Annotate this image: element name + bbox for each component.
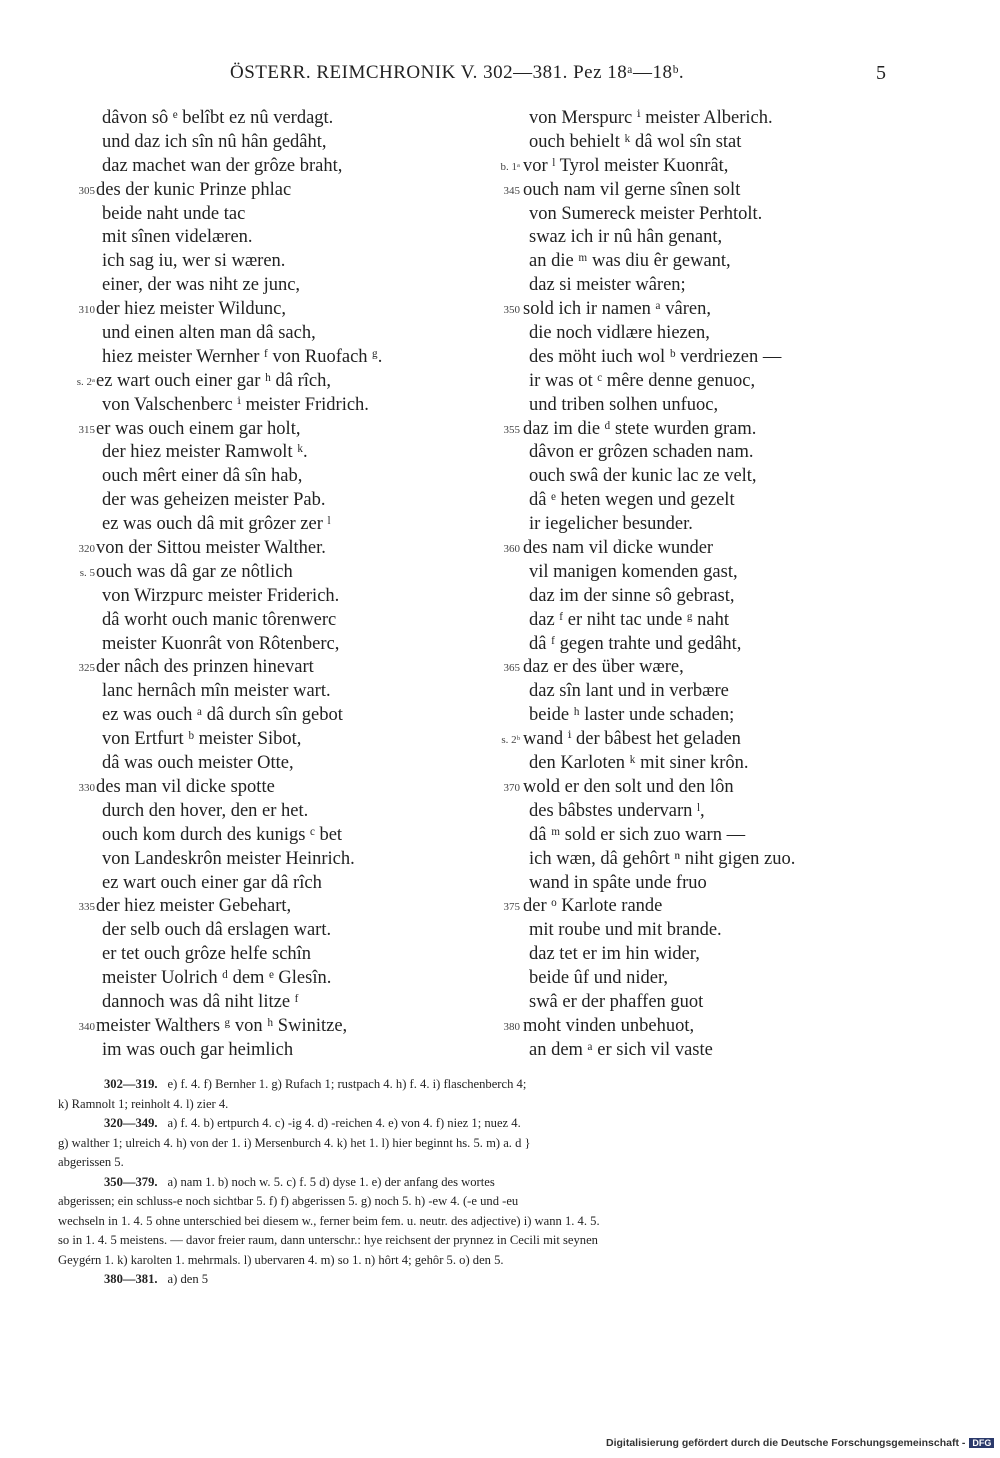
footnote-line: [58, 1231, 898, 1251]
verse-text: an die ᵐ was diu êr gewant,: [529, 251, 731, 272]
verse-line: [40, 226, 460, 250]
page-header: [0, 62, 1000, 92]
verse-text: daz tet er im hin wider,: [529, 944, 700, 965]
verse-text: wold er den solt und den lôn: [523, 776, 734, 797]
verse-line: [468, 561, 888, 585]
verse-text: meister Uolrich ᵈ dem ᵉ Glesîn.: [102, 968, 332, 989]
verse-text: von Merspurc ⁱ meister Alberich.: [529, 108, 773, 128]
verse-line: [468, 848, 888, 872]
verse-line: [468, 274, 888, 298]
verse-line: [468, 895, 888, 919]
verse-line: [40, 728, 460, 752]
verse-line: [468, 394, 888, 418]
verse-text: ez was ouch dâ mit grôzer zer ˡ: [102, 514, 331, 535]
verse-text: dannoch was dâ niht litze ᶠ: [102, 991, 299, 1012]
verse-text: vor ˡ Tyrol meister Kuonrât,: [523, 155, 729, 176]
line-number: 335: [78, 901, 95, 914]
verse-text: moht vinden unbehuot,: [523, 1015, 695, 1036]
verse-line: [40, 537, 460, 561]
verse-line: [40, 298, 460, 322]
verse-text: daz machet wan der grôze braht,: [102, 155, 343, 176]
verse-text: daz im der sinne sô gebrast,: [529, 585, 735, 606]
verse-text: der hiez meister Ramwolt ᵏ.: [102, 442, 308, 463]
verse-line: [468, 441, 888, 465]
verse-text: von der Sittou meister Walther.: [96, 538, 326, 559]
verse-text: einer, der was niht ze junc,: [102, 275, 301, 296]
verse-line: [468, 919, 888, 943]
verse-line: [468, 537, 888, 561]
verse-line: [40, 561, 460, 585]
right-column: [468, 107, 888, 1063]
running-title: ÖSTERR. REIMCHRONIK V. 302—381. Pez 18ᵃ—18ᵇ.: [230, 62, 685, 83]
verse-text: er tet ouch grôze helfe schîn: [102, 944, 312, 965]
verse-line: [40, 680, 460, 704]
verse-text: des möht iuch wol ᵇ verdriezen —: [529, 346, 782, 367]
footnote-text: e) f. 4. f) Bernher 1. g) Rufach 1; rustpach 4. h) f. 4. i) flaschenberch 4;: [167, 1077, 527, 1091]
verse-text: den Karloten ᵏ mit siner krôn.: [529, 753, 749, 774]
line-number: 320: [78, 543, 95, 556]
verse-text: daz ᶠ er niht tac unde ᵍ naht: [529, 609, 729, 630]
footnote-text: a) den 5: [167, 1272, 209, 1286]
verse-text: im was ouch gar heimlich: [102, 1039, 294, 1060]
verse-line: [468, 680, 888, 704]
line-number: 340: [78, 1020, 95, 1033]
verse-line: [40, 155, 460, 179]
verse-line: [468, 226, 888, 250]
verse-line: [468, 1039, 888, 1063]
verse-text: ouch nam vil gerne sînen solt: [523, 179, 741, 200]
verse-line: [468, 298, 888, 322]
footnote-line: [58, 1095, 898, 1115]
line-number: 360: [503, 543, 520, 556]
verse-line: [40, 704, 460, 728]
verse-line: [40, 656, 460, 680]
verse-text: sold ich ir namen ᵃ vâren,: [523, 299, 711, 320]
footnote-line: [58, 1153, 898, 1173]
footnote-text: k) Ramnolt 1; reinholt 4. l) zier 4.: [58, 1096, 229, 1111]
verse-line: [468, 872, 888, 896]
verse-line: [468, 704, 888, 728]
verse-line: [40, 131, 460, 155]
verse-line: [468, 967, 888, 991]
verse-text: der ᵒ Karlote rande: [523, 896, 663, 917]
verse-line: [40, 967, 460, 991]
verse-line: [40, 824, 460, 848]
verse-text: ouch swâ der kunic lac ze velt,: [529, 466, 757, 487]
verse-line: [40, 585, 460, 609]
line-number: 380: [503, 1020, 520, 1033]
verse-text: ez was ouch ᵃ dâ durch sîn gebot: [102, 705, 343, 726]
verse-text: ouch mêrt einer dâ sîn hab,: [102, 466, 303, 487]
line-number: 310: [78, 304, 95, 317]
verse-line: [40, 776, 460, 800]
verse-text: dâvon er grôzen schaden nam.: [529, 442, 754, 463]
verse-line: [40, 346, 460, 370]
verse-line: [468, 824, 888, 848]
verse-line: [40, 919, 460, 943]
verse-line: [40, 203, 460, 227]
footnote-text: a) nam 1. b) noch w. 5. c) f. 5 d) dyse 1. e) der anfang des wortes: [167, 1174, 495, 1189]
line-number: s. 5: [79, 566, 95, 579]
footnote-text: wechseln in 1. 4. 5 ohne unterschied bei diesem w., ferner beim fem. u. neutr. des adjective) i) wann 1. 4. 5.: [58, 1213, 600, 1228]
verse-text: beide naht unde tac: [102, 203, 246, 224]
footnotes: [58, 1075, 898, 1290]
line-number: 350: [503, 304, 520, 317]
verse-line: [468, 656, 888, 680]
verse-line: [468, 776, 888, 800]
verse-line: [40, 394, 460, 418]
verse-text: und einen alten man dâ sach,: [102, 323, 316, 344]
verse-text: meister Walthers ᵍ von ʰ Swinitze,: [96, 1015, 348, 1036]
line-number: 330: [78, 781, 95, 794]
footnote-line: [58, 1251, 898, 1271]
verse-line: [40, 489, 460, 513]
footer-text: Digitalisierung gefördert durch die Deutsche Forschungsgemeinschaft -: [606, 1437, 966, 1449]
verse-line: [468, 943, 888, 967]
verse-text: beide ʰ laster unde schaden;: [529, 705, 735, 726]
page-number: 5: [876, 62, 886, 84]
line-number: s. 2ᵃ: [76, 375, 95, 388]
verse-text: dâ ᵉ heten wegen und gezelt: [529, 490, 735, 511]
verse-text: vil manigen komenden gast,: [529, 561, 738, 582]
verse-text: ich sag iu, wer si wæren.: [102, 251, 286, 272]
footnote-text: g) walther 1; ulreich 4. h) von der 1. i) Mersenburch 4. k) het 1. l) hier beginnt hs. 5. m) a. d }: [58, 1135, 531, 1150]
verse-line: [468, 585, 888, 609]
verse-line: [40, 633, 460, 657]
verse-text: ouch behielt ᵏ dâ wol sîn stat: [529, 131, 742, 152]
verse-text: daz sîn lant und in verbære: [529, 681, 729, 702]
verse-text: ir was ot ᶜ mêre denne genuoc,: [529, 370, 756, 391]
verse-text: daz im die ᵈ stete wurden gram.: [523, 418, 757, 439]
verse-text: von Landeskrôn meister Heinrich.: [102, 848, 355, 869]
verse-text: der was geheizen meister Pab.: [102, 490, 326, 511]
verse-text: daz er des über wære,: [523, 657, 684, 678]
verse-text: dâ ᶠ gegen trahte und gedâht,: [529, 633, 742, 654]
line-number: 365: [503, 662, 520, 675]
verse-line: [40, 943, 460, 967]
footnote-line: [58, 1212, 898, 1232]
line-number: 345: [503, 184, 520, 197]
verse-line: [468, 418, 888, 442]
verse-text: dâ was ouch meister Otte,: [102, 753, 294, 774]
verse-text: meister Kuonrât von Rôtenberc,: [102, 633, 340, 654]
verse-line: [40, 1015, 460, 1039]
verse-line: [40, 322, 460, 346]
line-number: 305: [78, 184, 95, 197]
verse-text: hiez meister Wernher ᶠ von Ruofach ᵍ.: [102, 346, 383, 367]
line-number: b. 1ᵃ: [500, 160, 520, 173]
verse-line: [468, 131, 888, 155]
verse-line: [40, 179, 460, 203]
verse-text: und triben solhen unfuoc,: [529, 394, 719, 415]
verse-line: [468, 346, 888, 370]
verse-text: des bâbstes undervarn ˡ,: [529, 800, 705, 821]
verse-text: der nâch des prinzen hinevart: [96, 657, 314, 678]
footnote-text: Geygérn 1. k) karolten 1. mehrmals. l) ubervaren 4. m) so 1. n) hôrt 4; gehôr 5. o) den 5.: [58, 1252, 504, 1267]
verse-line: [40, 513, 460, 537]
line-number: 370: [503, 781, 520, 794]
verse-text: ich wæn, dâ gehôrt ⁿ niht gigen zuo.: [529, 848, 796, 869]
line-number: 355: [503, 423, 520, 436]
footnote-range: 380—381.: [104, 1272, 158, 1286]
verse-line: [468, 107, 888, 131]
verse-line: [468, 752, 888, 776]
verse-text: die noch vidlære hiezen,: [529, 323, 710, 344]
verse-line: [468, 179, 888, 203]
verse-line: [468, 513, 888, 537]
verse-line: [468, 370, 888, 394]
verse-line: [468, 728, 888, 752]
verse-line: [468, 465, 888, 489]
verse-line: [468, 203, 888, 227]
footnote-line: [58, 1173, 898, 1193]
verse-text: ir iegelicher besunder.: [529, 514, 693, 535]
footnote-line: [58, 1134, 898, 1154]
footnote-line: [58, 1114, 898, 1134]
verse-line: [468, 322, 888, 346]
verse-text: mit roube und mit brande.: [529, 920, 722, 941]
footnote-line: [58, 1075, 898, 1095]
verse-line: [40, 991, 460, 1015]
verse-line: [468, 609, 888, 633]
verse-line: [40, 1039, 460, 1063]
verse-text: swâ er der phaffen guot: [529, 991, 704, 1012]
verse-line: [40, 418, 460, 442]
verse-text: des man vil dicke spotte: [96, 776, 275, 797]
verse-line: [40, 800, 460, 824]
footnote-range: 350—379.: [104, 1174, 158, 1189]
verse-line: [40, 848, 460, 872]
footnote-text: so in 1. 4. 5 meistens. — davor freier raum, dann unterschr.: hye reichsent der prynnez in Cecili mit seynen: [58, 1233, 598, 1247]
footer-credit: [606, 1437, 994, 1449]
verse-line: [468, 1015, 888, 1039]
verse-line: [40, 872, 460, 896]
verse-line: [468, 991, 888, 1015]
verse-text: der hiez meister Wildunc,: [96, 299, 287, 320]
footnote-line: [58, 1270, 898, 1290]
line-number: 325: [78, 662, 95, 675]
verse-line: [40, 465, 460, 489]
verse-text: des der kunic Prinze phlac: [96, 179, 292, 200]
verse-text: von Wirzpurc meister Friderich.: [102, 585, 340, 606]
verse-line: [468, 155, 888, 179]
verse-text: ouch kom durch des kunigs ᶜ bet: [102, 824, 343, 845]
verse-line: [40, 441, 460, 465]
verse-text: wand in spâte unde fruo: [529, 872, 707, 893]
verse-line: [468, 250, 888, 274]
verse-text: ez wart ouch einer gar dâ rîch: [102, 872, 322, 893]
verse-text: ez wart ouch einer gar ʰ dâ rîch,: [96, 370, 332, 391]
verse-text: an dem ᵃ er sich vil vaste: [529, 1039, 713, 1060]
footnote-text: abgerissen 5.: [58, 1155, 124, 1169]
verse-text: daz si meister wâren;: [529, 275, 686, 296]
footnote-text: abgerissen; ein schluss-e noch sichtbar 5. f) f) abgerissen 5. g) noch 5. h) -ew 4. (-e und -eu: [58, 1194, 519, 1208]
verse-line: [40, 609, 460, 633]
verse-text: ouch was dâ gar ze nôtlich: [96, 561, 293, 582]
verse-text: beide ûf und nider,: [529, 968, 668, 989]
line-number: 315: [78, 423, 95, 436]
verse-text: lanc hernâch mîn meister wart.: [102, 681, 331, 702]
verse-line: [468, 800, 888, 824]
verse-text: von Valschenberc ⁱ meister Fridrich.: [102, 394, 369, 415]
verse-text: dâvon sô ᵉ belîbt ez nû verdagt.: [102, 108, 334, 128]
dfg-logo: DFG: [969, 1438, 994, 1448]
line-number: 375: [503, 901, 520, 914]
verse-text: der hiez meister Gebehart,: [96, 896, 292, 917]
verse-line: [40, 250, 460, 274]
verse-text: er was ouch einem gar holt,: [96, 418, 301, 439]
verse-text: der selb ouch dâ erslagen wart.: [102, 920, 332, 941]
verse-text: des nam vil dicke wunder: [523, 538, 714, 559]
verse-text: mit sînen videlæren.: [102, 227, 253, 248]
verse-text: dâ worht ouch manic tôrenwerc: [102, 609, 337, 630]
left-column: [40, 107, 460, 1063]
footnote-range: 302—319.: [104, 1077, 158, 1091]
verse-text: von Ertfurt ᵇ meister Sibot,: [102, 729, 302, 750]
verse-line: [40, 274, 460, 298]
footnote-line: [58, 1192, 898, 1212]
verse-line: [468, 489, 888, 513]
verse-text: und daz ich sîn nû hân gedâht,: [102, 131, 327, 152]
verse-text: swaz ich ir nû hân genant,: [529, 227, 723, 248]
verse-text: von Sumereck meister Perhtolt.: [529, 203, 763, 224]
verse-text: durch den hover, den er het.: [102, 800, 309, 821]
footnote-text: a) f. 4. b) ertpurch 4. c) -ig 4. d) -reichen 4. e) von 4. f) niez 1; nuez 4.: [167, 1116, 521, 1130]
verse-line: [468, 633, 888, 657]
footnote-range: 320—349.: [104, 1116, 158, 1130]
verse-line: [40, 370, 460, 394]
verse-text: dâ ᵐ sold er sich zuo warn —: [529, 824, 746, 845]
verse-text: wand ⁱ der bâbest het geladen: [523, 729, 741, 750]
line-number: s. 2ᵇ: [501, 734, 520, 747]
verse-line: [40, 895, 460, 919]
verse-line: [40, 107, 460, 131]
verse-line: [40, 752, 460, 776]
